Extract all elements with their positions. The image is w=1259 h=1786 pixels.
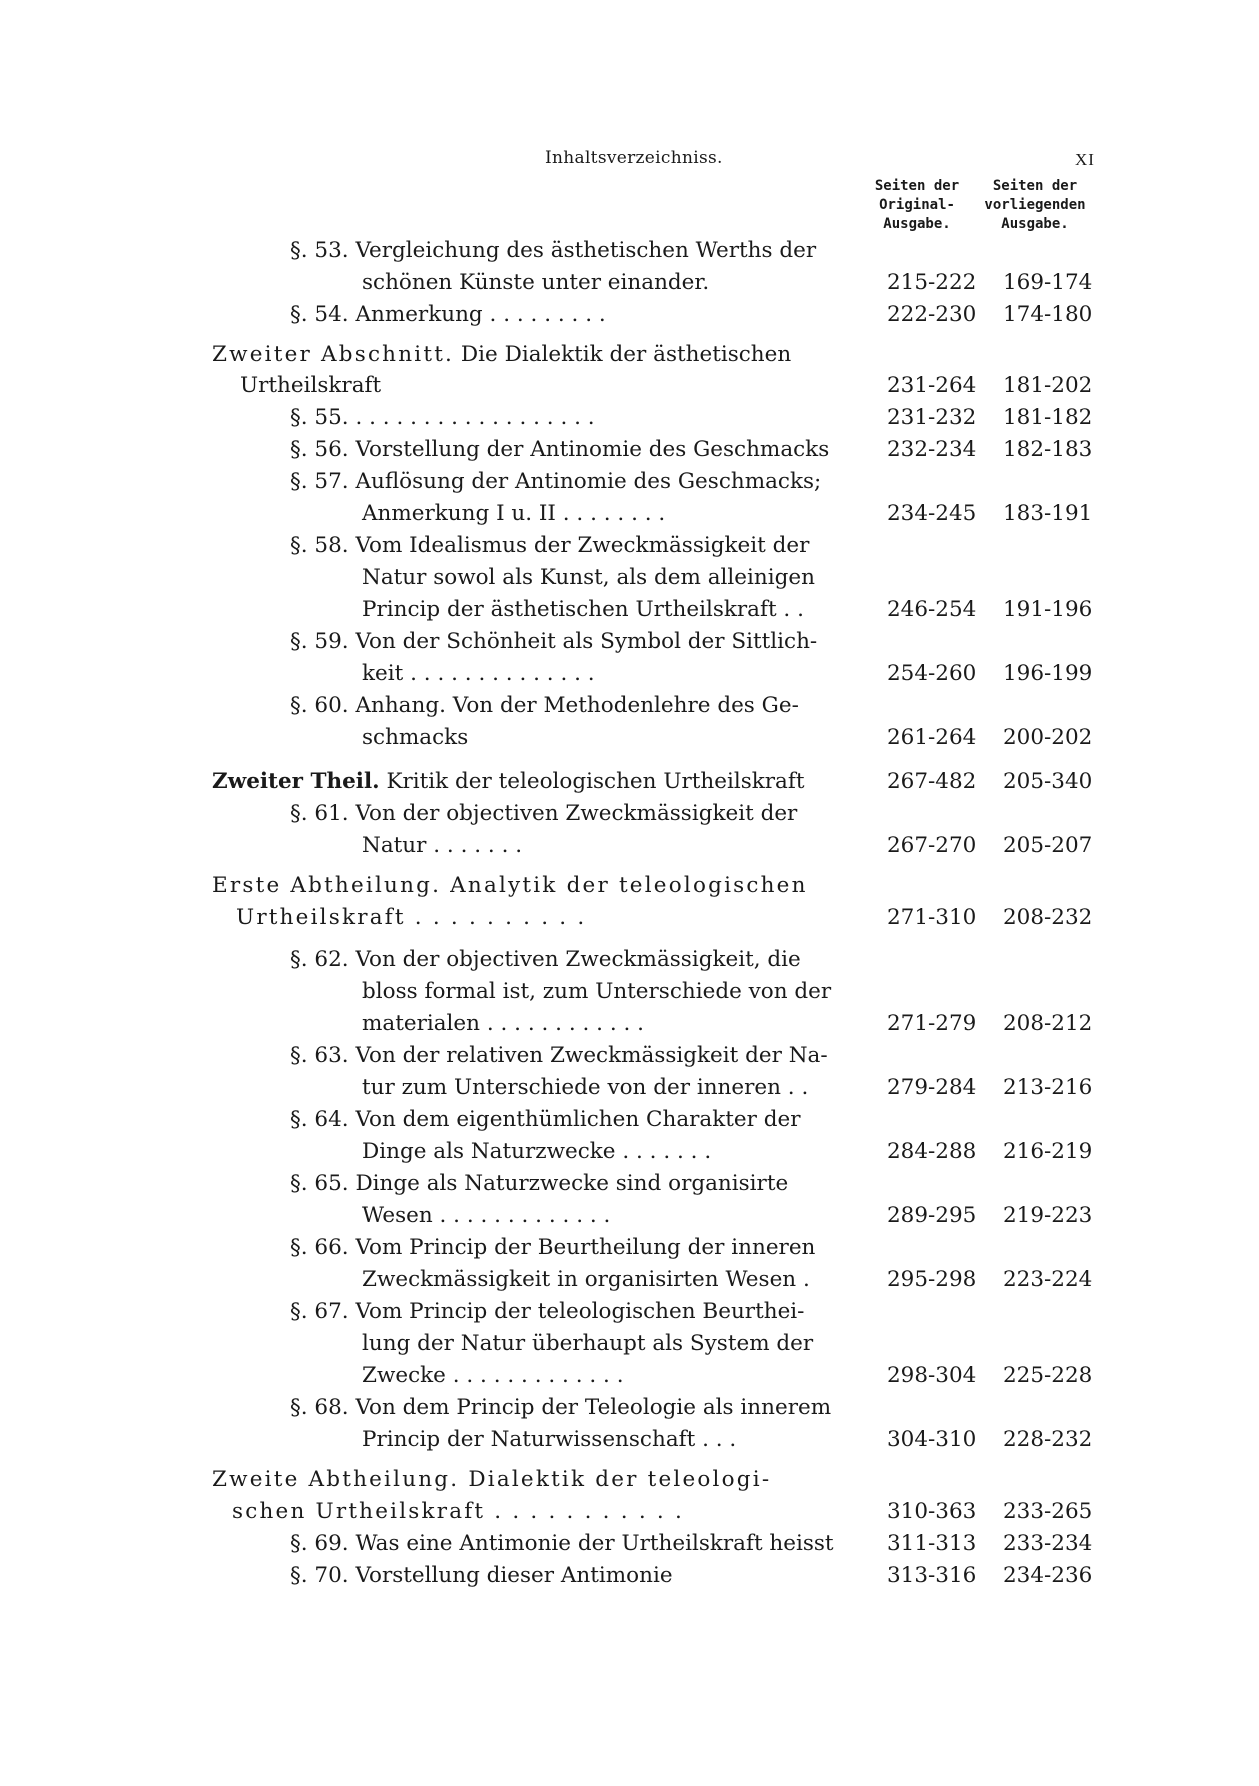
toc-entry-text: §. 69. Was eine Antimonie der Urtheilskraft heisst [290,1531,834,1556]
toc-entry-text: §. 63. Von der relativen Zweckmässigkeit der Na- [290,1043,828,1068]
present-pages: 182-183 [1003,437,1093,462]
original-pages: 222-230 [887,302,977,327]
toc-entry-text: Natur . . . . . . . [362,833,523,858]
column-header-present-line: Ausgabe. [1001,216,1069,232]
toc-entry-text: §. 59. Von der Schönheit als Symbol der Sittlich- [290,629,818,654]
toc-entry-text: keit . . . . . . . . . . . . . . [362,661,595,686]
present-pages: 233-265 [1003,1499,1093,1524]
present-pages: 233-234 [1003,1531,1093,1556]
original-pages: 254-260 [887,661,977,686]
present-pages: 181-182 [1003,405,1093,430]
present-pages: 219-223 [1003,1203,1093,1228]
toc-entry-text: Zweckmässigkeit in organisirten Wesen . [362,1267,810,1292]
original-pages: 232-234 [887,437,977,462]
original-pages: 295-298 [887,1267,977,1292]
original-pages: 267-482 [887,769,977,794]
toc-entry-text: Princip der ästhetischen Urtheilskraft . . [362,597,804,622]
toc-entry-text: schen Urtheilskraft . . . . . . . . . . . [232,1499,684,1524]
original-pages: 234-245 [887,501,977,526]
toc-entry-text: Natur sowol als Kunst, als dem alleinigen [362,565,815,590]
original-pages: 261-264 [887,725,977,750]
part-heading [212,768,804,796]
original-pages: 246-254 [887,597,977,622]
column-header-original-line: Seiten der [874,178,960,194]
present-pages: 169-174 [1003,270,1093,295]
present-pages: 216-219 [1003,1139,1093,1164]
toc-entry-text: §. 66. Vom Princip der Beurtheilung der inneren [290,1235,816,1260]
present-pages: 208-232 [1003,905,1093,930]
present-pages: 181-202 [1003,373,1093,398]
toc-entry-text: §. 68. Von dem Princip der Teleologie als innerem [290,1395,832,1420]
present-pages: 196-199 [1003,661,1093,686]
original-pages: 284-288 [887,1139,977,1164]
toc-entry-text: Dinge als Naturzwecke . . . . . . . [362,1139,712,1164]
toc-entry-text: lung der Natur überhaupt als System der [362,1331,814,1356]
toc-entry-text: Zwecke . . . . . . . . . . . . . [362,1363,624,1388]
toc-entry-text: schmacks [362,725,469,750]
original-pages: 289-295 [887,1203,977,1228]
column-header-original [862,177,972,234]
toc-entry-text: §. 61. Von der objectiven Zweckmässigkeit der [290,801,798,826]
toc-entry-text: §. 67. Vom Princip der teleologischen Beurthei- [290,1299,805,1324]
section-heading: Erste Abtheilung. Analytik der teleologischen [212,873,808,898]
present-pages: 208-212 [1003,1011,1093,1036]
column-header-present-line: Seiten der [992,178,1078,194]
original-pages: 267-270 [887,833,977,858]
toc-entry-text: §. 54. Anmerkung . . . . . . . . . [290,302,606,327]
original-pages: 271-310 [887,905,977,930]
original-pages: 311-313 [887,1531,977,1556]
toc-entry-text: schönen Künste unter einander. [362,270,710,295]
present-pages: 205-340 [1003,769,1093,794]
toc-entry-text: Wesen . . . . . . . . . . . . . [362,1203,611,1228]
toc-entry-text: Princip der Naturwissenschaft . . . [362,1427,737,1452]
present-pages: 234-236 [1003,1563,1093,1588]
toc-entry-text: §. 62. Von der objectiven Zweckmässigkeit, die [290,947,801,972]
original-pages: 313-316 [887,1563,977,1588]
present-pages: 228-232 [1003,1427,1093,1452]
toc-entry-text: Anmerkung I u. II . . . . . . . . [362,501,666,526]
part-heading-label: Zweiter Theil. [212,769,380,794]
toc-entry-text: Urtheilskraft [240,373,382,398]
toc-entry-text: §. 53. Vergleichung des ästhetischen Werths der [290,238,817,263]
column-header-present-line: vorliegenden [984,197,1086,213]
present-pages: 200-202 [1003,725,1093,750]
original-pages: 304-310 [887,1427,977,1452]
original-pages: 215-222 [887,270,977,295]
present-pages: 174-180 [1003,302,1093,327]
original-pages: 310-363 [887,1499,977,1524]
section-heading-title: Die Dialektik der ästhetischen [460,342,792,367]
present-pages: 183-191 [1003,501,1093,526]
original-pages: 271-279 [887,1011,977,1036]
toc-entry-text: §. 60. Anhang. Von der Methodenlehre des Ge- [290,693,799,718]
original-pages: 279-284 [887,1075,977,1100]
toc-entry-text: materialen . . . . . . . . . . . . [362,1011,645,1036]
toc-entry-text: Urtheilskraft . . . . . . . . . . [236,905,587,930]
toc-entry-text: §. 70. Vorstellung dieser Antimonie [290,1563,673,1588]
section-heading-label: Zweiter Abschnitt. [212,342,455,367]
present-pages: 223-224 [1003,1267,1093,1292]
column-header-present [976,177,1094,234]
toc-entry-text: §. 58. Vom Idealismus der Zweckmässigkeit der [290,533,810,558]
page-number: XI [1075,150,1095,169]
toc-entry-text: §. 64. Von dem eigenthümlichen Charakter der [290,1107,801,1132]
toc-entry-text: §. 55. . . . . . . . . . . . . . . . . . . [290,405,595,430]
column-header-original-line: Ausgabe. [883,216,951,232]
toc-entry-text: bloss formal ist, zum Unterschiede von der [362,979,832,1004]
present-pages: 225-228 [1003,1363,1093,1388]
present-pages: 191-196 [1003,597,1093,622]
running-header-title: Inhaltsverzeichniss. [545,148,723,168]
part-heading-title: Kritik der teleologischen Urtheilskraft [386,769,805,794]
toc-entry-text: §. 57. Auflösung der Antinomie des Geschmacks; [290,469,822,494]
column-header-original-line: Original- [879,197,955,213]
section-heading: Zweite Abtheilung. Dialektik der teleologi- [212,1467,772,1492]
original-pages: 231-232 [887,405,977,430]
toc-entry-text: §. 56. Vorstellung der Antinomie des Geschmacks [290,437,830,462]
original-pages: 231-264 [887,373,977,398]
present-pages: 213-216 [1003,1075,1093,1100]
original-pages: 298-304 [887,1363,977,1388]
toc-entry-text: tur zum Unterschiede von der inneren . . [362,1075,809,1100]
section-heading [212,341,791,369]
toc-entry-text: §. 65. Dinge als Naturzwecke sind organisirte [290,1171,789,1196]
present-pages: 205-207 [1003,833,1093,858]
